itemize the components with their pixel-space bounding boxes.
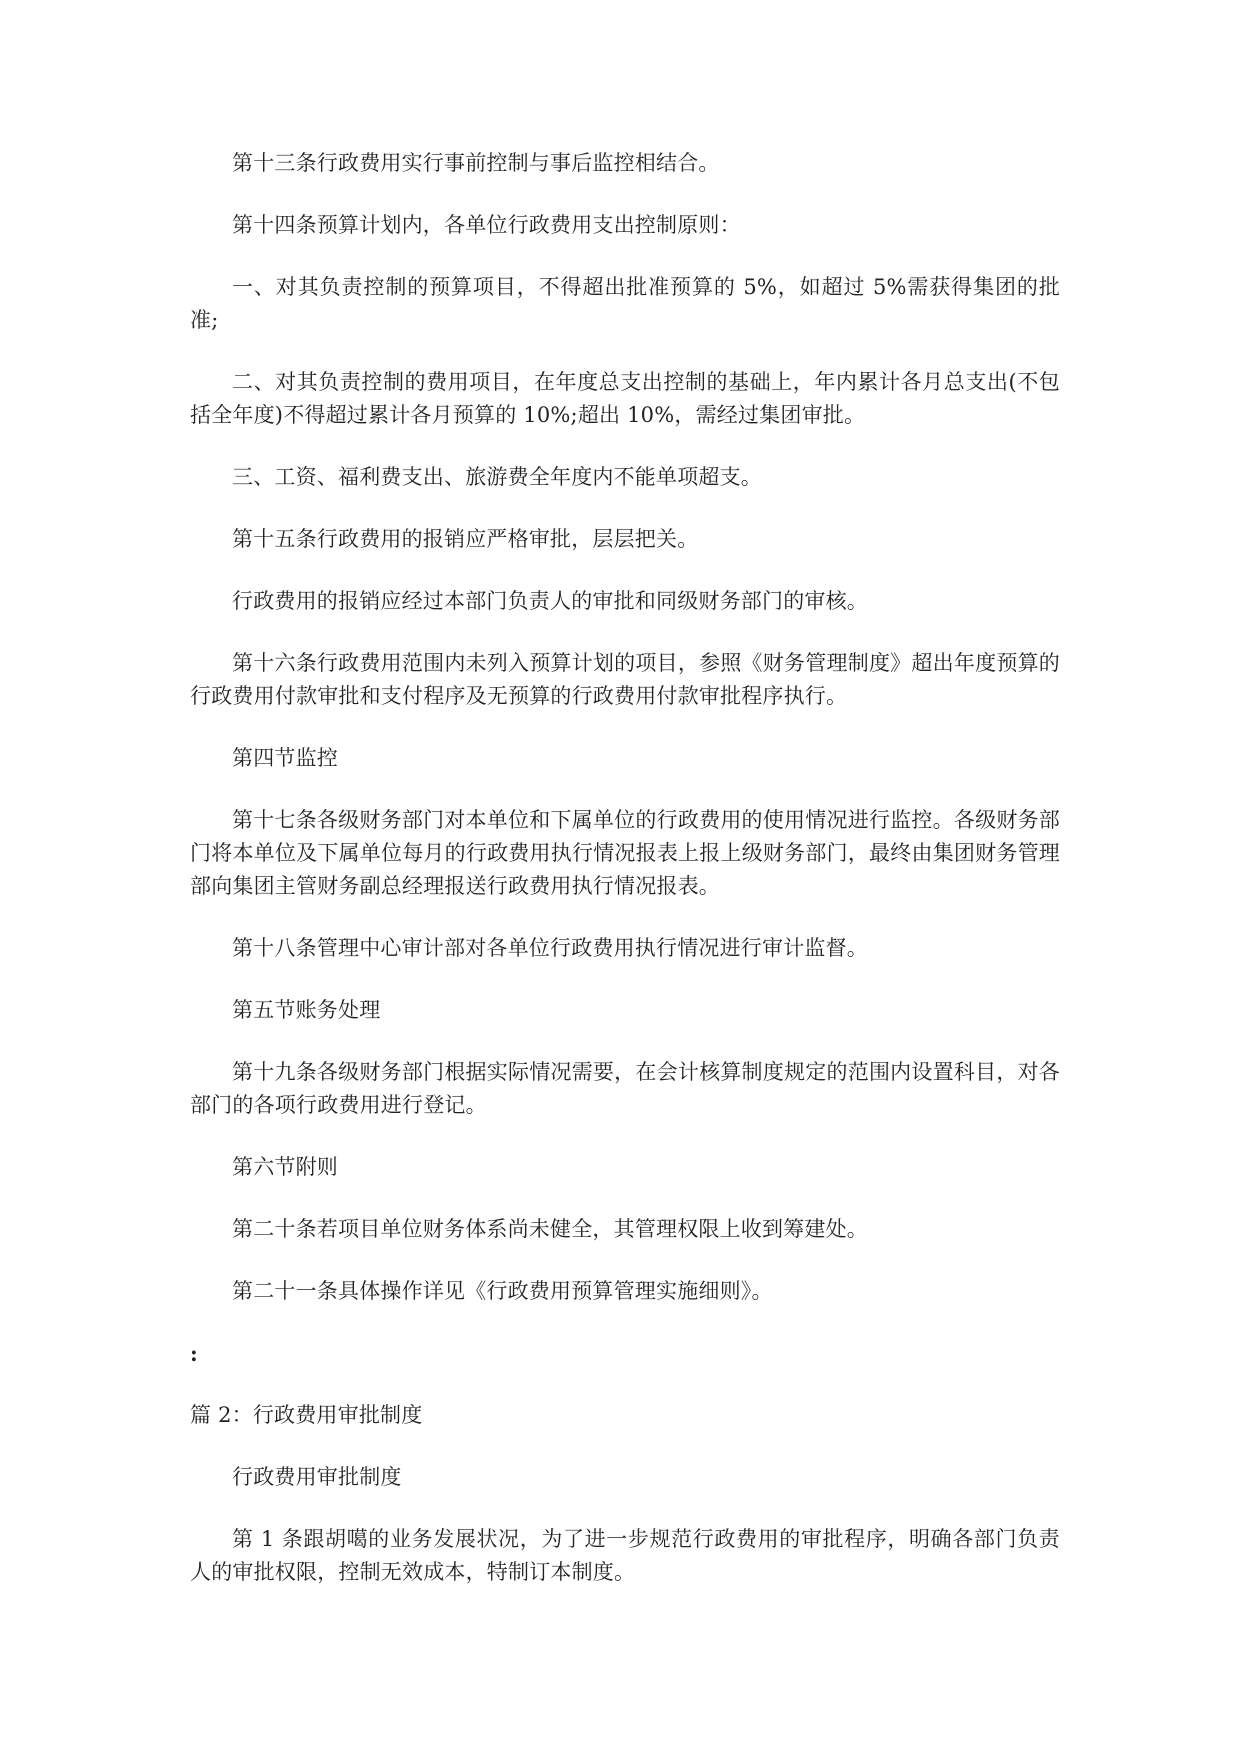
paragraph-article-20: 第二十条若项目单位财务体系尚未健全，其管理权限上收到筹建处。 <box>232 1217 868 1241</box>
paragraph-item-3: 三、工资、福利费支出、旅游费全年度内不能单项超支。 <box>232 465 762 489</box>
paragraph-article-1: 第 1 条跟胡噶的业务发展状况，为了进一步规范行政费用的审批程序，明确各部门负责人的审批权限，控制无效成本，特制订本制度。 <box>190 1527 1060 1584</box>
paragraph-article-15: 第十五条行政费用的报销应严格审批，层层把关。 <box>232 527 699 551</box>
paragraph-reimbursement: 行政费用的报销应经过本部门负责人的审批和同级财务部门的审核。 <box>232 589 868 613</box>
paragraph-item-1: 一、对其负责控制的预算项目，不得超出批准预算的 5%，如超过 5%需获得集团的批准; <box>190 275 1060 332</box>
document-body <box>190 147 1060 1589</box>
heading-section-6: 第六节附则 <box>232 1155 338 1179</box>
paragraph-article-19: 第十九条各级财务部门根据实际情况需要，在会计核算制度规定的范围内设置科目，对各部门的各项行政费用进行登记。 <box>190 1060 1060 1117</box>
paragraph-article-16: 第十六条行政费用范围内未列入预算计划的项目，参照《财务管理制度》超出年度预算的行政费用付款审批和支付程序及无预算的行政费用付款审批程序执行。 <box>190 651 1060 708</box>
paragraph-article-18: 第十八条管理中心审计部对各单位行政费用执行情况进行审计监督。 <box>232 936 868 960</box>
paragraph-article-14: 第十四条预算计划内，各单位行政费用支出控制原则： <box>232 213 741 237</box>
paragraph-article-13: 第十三条行政费用实行事前控制与事后监控相结合。 <box>232 151 720 175</box>
paragraph-article-17: 第十七条各级财务部门对本单位和下属单位的行政费用的使用情况进行监控。各级财务部门将本单位及下属单位每月的行政费用执行情况报表上报上级财务部门，最终由集团财务管理部向集团主管财务副总经理报送行政费用执行情况报表。 <box>190 808 1060 898</box>
section-heading: 篇 2：行政费用审批制度 <box>190 1403 423 1427</box>
separator-colon: : <box>190 1341 198 1366</box>
paragraph-article-21: 第二十一条具体操作详见《行政费用预算管理实施细则》。 <box>232 1279 773 1303</box>
heading-section-4: 第四节监控 <box>232 746 338 770</box>
heading-section-5: 第五节账务处理 <box>232 998 381 1022</box>
section-title: 行政费用审批制度 <box>232 1465 402 1489</box>
paragraph-item-2: 二、对其负责控制的费用项目，在年度总支出控制的基础上，年内累计各月总支出(不包括全年度)不得超过累计各月预算的 10%;超出 10%，需经过集团审批。 <box>190 370 1060 427</box>
